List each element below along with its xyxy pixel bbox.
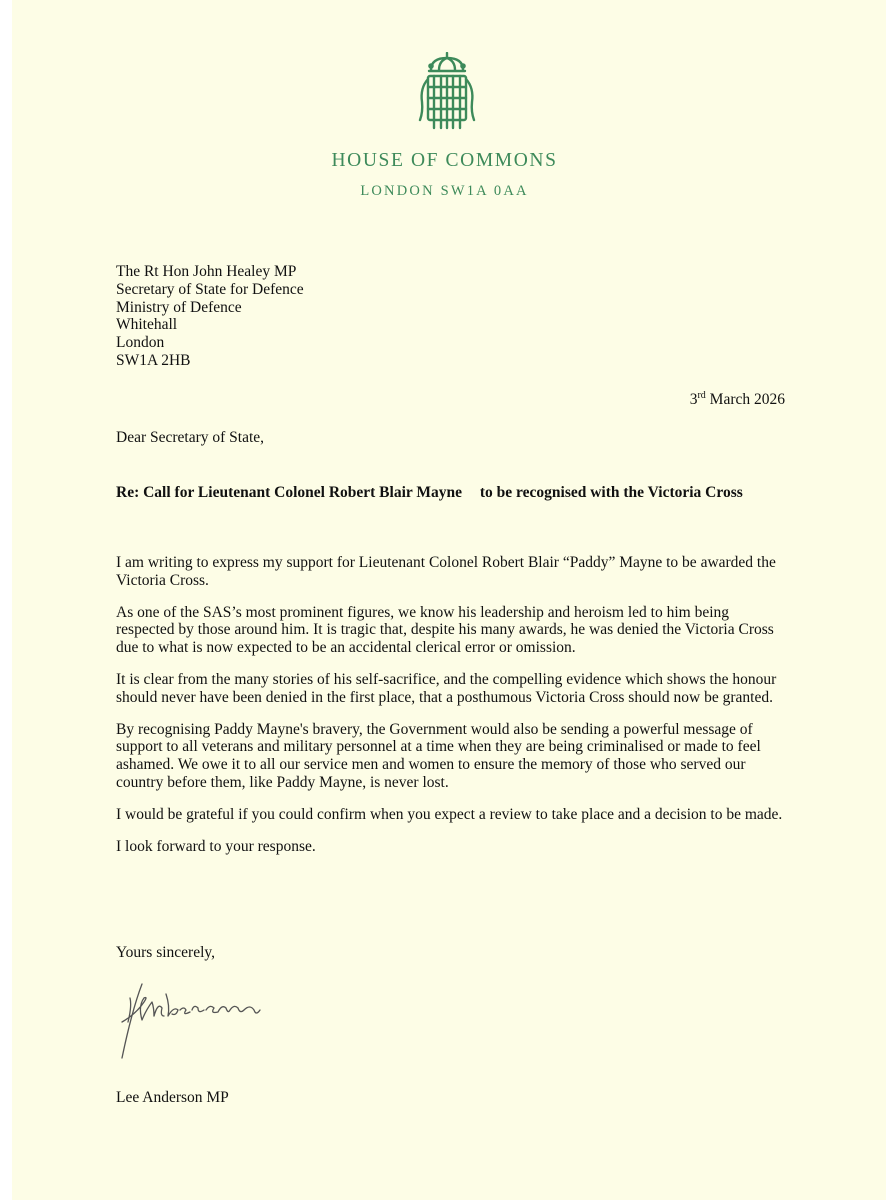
body-paragraph: It is clear from the many stories of his self-sacrifice, and the compelling evidence which shows the honour should never have been denied in the first place, that a posthumous Victoria Cross should now be granted.: [116, 670, 777, 706]
closing: Yours sincerely,: [116, 944, 216, 961]
signatory-name: Lee Anderson MP: [116, 1089, 229, 1106]
body-paragraph: I would be grateful if you could confirm when you expect a review to take place and a decision to be made.: [116, 805, 783, 823]
recipient-line: SW1A 2HB: [116, 351, 191, 369]
body-paragraph: By recognising Paddy Mayne's bravery, the Government would also be sending a powerful message of support to all veterans and military personnel at a time when they are being criminalised or made to feel ashamed. We owe it to all our service men and women to ensure the memory of those who served our country before them, like Paddy Mayne, is never lost.: [116, 720, 761, 791]
subject-part-1: Re: Call for Lieutenant Colonel Robert Blair Mayne: [116, 484, 462, 501]
date-rest: March 2026: [705, 391, 785, 409]
body-paragraph: I look forward to your response.: [116, 837, 316, 855]
subject-line: [116, 484, 786, 502]
letter-date: [690, 390, 785, 409]
body-paragraph: I am writing to express my support for Lieutenant Colonel Robert Blair “Paddy” Mayne to be awarded the Victoria Cross.: [116, 554, 776, 589]
date-suffix: rd: [697, 390, 706, 401]
recipient-line: Whitehall: [116, 316, 178, 334]
recipient-line: Ministry of Defence: [116, 298, 242, 316]
body-paragraph: As one of the SAS’s most prominent figures, we know his leadership and heroism led to him being respected by those around him. It is tragic that, despite his many awards, he was denied the Victoria Cross due to what is now expected to be an accidental clerical error or omission.: [116, 603, 774, 657]
date-day: 3: [689, 391, 698, 409]
letterhead-address: LONDON SW1A 0AA: [360, 183, 529, 199]
signature-image: [118, 976, 278, 1066]
portcullis-icon: [417, 52, 477, 132]
recipient-line: London: [116, 334, 165, 352]
recipient-address: [116, 263, 304, 370]
subject-part-2: to be recognised with the Victoria Cross: [479, 484, 743, 501]
recipient-line: The Rt Hon John Healey MP: [116, 263, 297, 280]
letter-body: [116, 554, 788, 869]
salutation: Dear Secretary of State,: [116, 429, 265, 446]
letterhead-title: HOUSE OF COMMONS: [331, 150, 558, 171]
recipient-line: Secretary of State for Defence: [116, 280, 304, 298]
